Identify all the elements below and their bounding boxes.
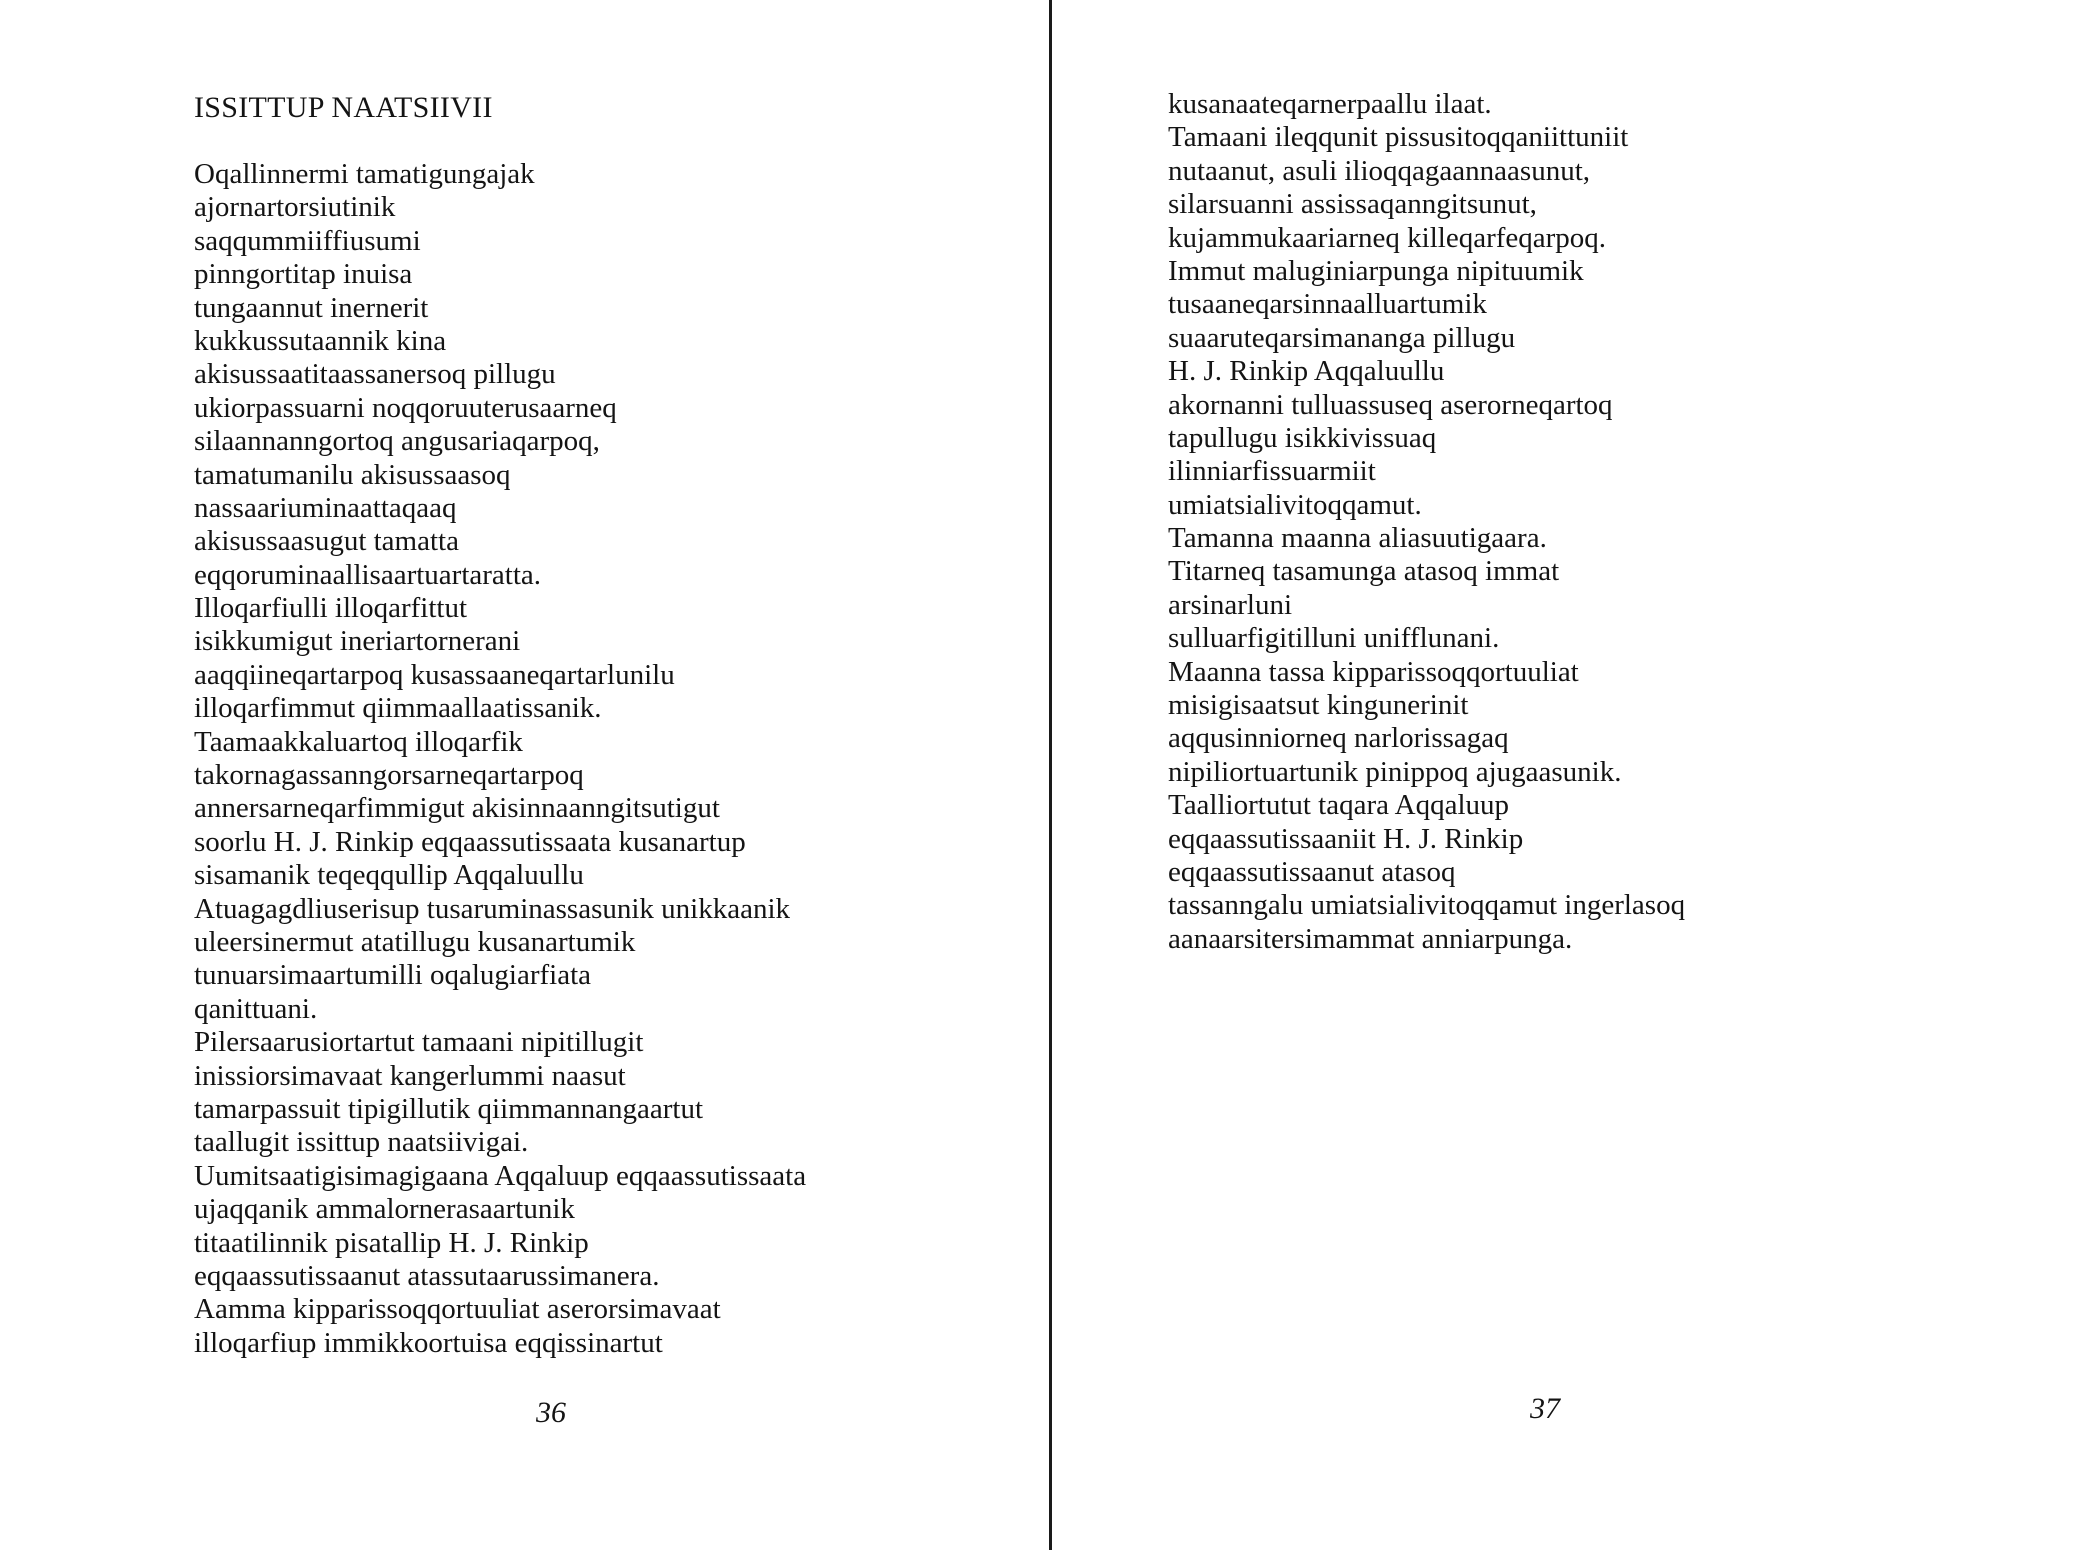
text-line: Taalliortutut taqara Aqqaluup [1168,789,1510,822]
text-line: ajornartorsiutinik [194,191,396,224]
text-line: inissiorsimavaat kangerlummi naasut [194,1059,626,1092]
text-line: eqqaassutissaanut atassutaarussimanera. [194,1259,660,1292]
text-line: Tamanna maanna aliasuutigaara. [1168,522,1547,555]
text-line: qanittuani. [194,992,318,1025]
text-line: kusanaateqarnerpaallu ilaat. [1168,88,1492,120]
text-line: silarsuanni assissaqanngitsunut, [1168,188,1537,221]
text-line: aanaarsitersimammat anniarpunga. [1168,922,1573,955]
text-line: tunuarsimaartumilli oqalugiarfiata [194,959,592,992]
text-line: Tamaani ileqqunit pissusitoqqaniittuniit [1168,121,1629,154]
text-line: tungaannut inernerit [194,291,429,324]
text-line: Aamma kipparissoqqortuuliat aserorsimavaat [194,1293,721,1326]
text-line: Immut maluginiarpunga nipituumik [1168,254,1584,287]
text-line: akisussaasugut tamatta [194,525,459,558]
text-line: ujaqqanik ammalornerasaartunik [194,1193,575,1226]
text-line: kujammukaariarneq killeqarfeqarpoq. [1168,221,1607,254]
text-line: aaqqiineqartarpoq kusassaaneqartarlunilu [194,658,675,691]
text-line: sisamanik teqeqqullip Aqqaluullu [194,859,584,892]
right-text-block [1168,88,1685,956]
text-line: Oqallinnermi tamatigungajak [194,158,535,190]
text-line: ukiorpassuarni noqqoruuterusaarneq [194,391,617,424]
right-page [1052,0,2100,1550]
text-line: nipiliortuartunik pinippoq ajugaasunik. [1168,755,1622,788]
text-line: akornanni tulluassuseq aserorneqartoq [1168,388,1613,421]
text-line: annersarneqarfimmigut akisinnaanngitsutigut [194,792,720,825]
text-line: tamarpassuit tipigillutik qiimmannangaartut [194,1092,704,1125]
text-line: arsinarluni [1168,588,1293,621]
page-number-left: 36 [536,1396,566,1429]
text-line: suaaruteqarsimananga pillugu [1168,321,1516,354]
text-line: umiatsialivitoqqamut. [1168,488,1422,521]
text-line: sulluarfigitilluni unifflunani. [1168,622,1500,655]
text-line: soorlu H. J. Rinkip eqqaassutissaata kusanartup [194,825,746,858]
text-line: Taamaakkaluartoq illoqarfik [194,725,523,758]
text-line: aqqusinniorneq narlorissagaq [1168,722,1509,755]
text-line: Titarneq tasamunga atasoq immat [1168,555,1560,588]
text-line: nassaariuminaattaqaaq [194,491,457,524]
text-line: tamatumanilu akisussaasoq [194,458,511,491]
text-line: eqqaassutissaanut atasoq [1168,855,1456,888]
text-line: titaatilinnik pisatallip H. J. Rinkip [194,1226,589,1259]
text-line: uleersinermut atatillugu kusanartumik [194,925,636,958]
text-line: eqqoruminaallisaartuartaratta. [194,558,542,591]
text-line: illoqarfimmut qiimmaallaatissanik. [194,692,602,725]
text-line: silaannanngortoq angusariaqarpoq, [194,425,600,458]
text-line: takornagassanngorsarneqartarpoq [194,759,584,792]
text-line: isikkumigut ineriartornerani [194,625,521,658]
text-line: taallugit issittup naatsiivigai. [194,1126,529,1159]
text-line: illoqarfiup immikkoortuisa eqqissinartut [194,1326,663,1359]
page-title: ISSITTUP NAATSIIVII [194,91,493,124]
text-line: pinngortitap inuisa [194,258,413,291]
text-line: Uumitsaatigisimagigaana Aqqaluup eqqaassutissaata [194,1159,807,1192]
text-line: Illoqarfiulli illoqarfittut [194,592,468,625]
page-number-right: 37 [1530,1392,1560,1425]
text-line: Pilersaarusiortartut tamaani nipitillugit [194,1026,644,1059]
text-line: H. J. Rinkip Aqqaluullu [1168,355,1445,388]
text-line: saqqummiiffiusumi [194,224,421,257]
text-line: tassanngalu umiatsialivitoqqamut ingerlasoq [1168,889,1686,922]
text-line: eqqaassutissaaniit H. J. Rinkip [1168,822,1524,855]
text-line: nutaanut, asuli ilioqqagaannaasunut, [1168,154,1591,187]
text-line: tusaaneqarsinnaalluartumik [1168,288,1487,321]
text-line: Maanna tassa kipparissoqqortuuliat [1168,655,1579,688]
text-line: akisussaatitaassanersoq pillugu [194,358,556,391]
left-text-block [194,158,806,1360]
text-line: tapullugu isikkivissuaq [1168,421,1437,454]
text-line: kukkussutaannik kina [194,324,447,357]
text-line: Atuagagdliuserisup tusaruminassasunik unikkaanik [194,892,791,925]
text-line: misigisaatsut kingunerinit [1168,689,1469,722]
text-line: ilinniarfissuarmiit [1168,455,1376,488]
